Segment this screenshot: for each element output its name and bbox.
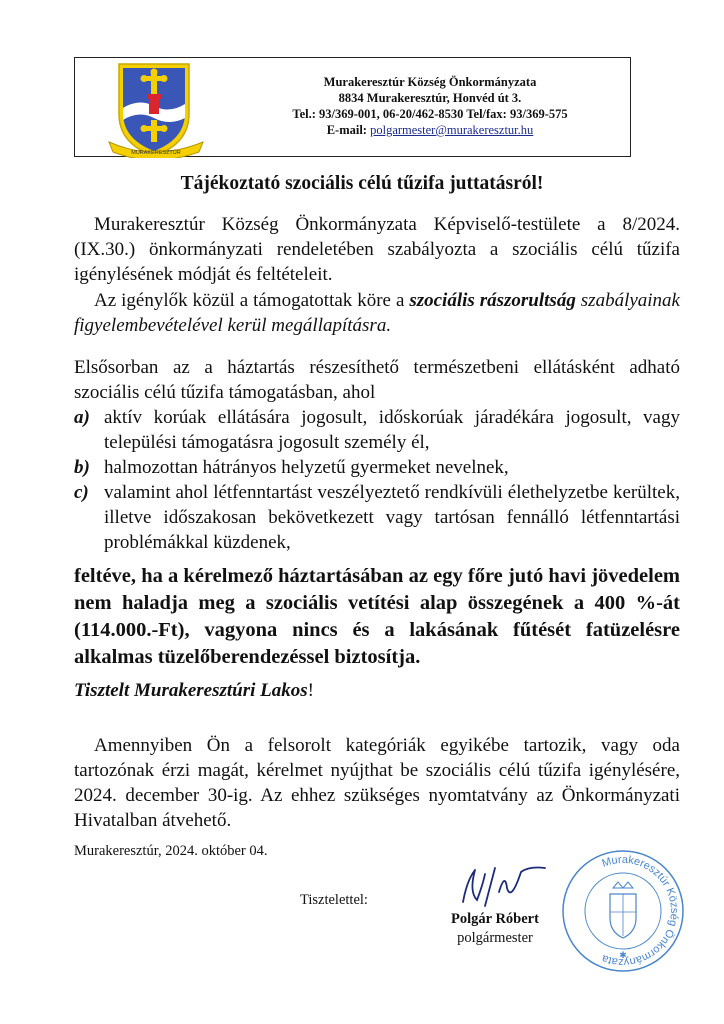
org-name: Murakeresztúr Község Önkormányzata: [323, 75, 537, 89]
application-paragraph: [74, 733, 680, 833]
eligibility-emphasis: szociális rászorultság: [409, 290, 576, 311]
criteria-intro: Elsősorban az a háztartás részesíthető természetbeni ellátásként adható szociális célú tűzifa támogatásban, ahol: [74, 357, 680, 403]
salutation: [74, 680, 314, 702]
org-address: 8834 Murakeresztúr, Honvéd út 3.: [338, 91, 522, 105]
handwritten-signature: [455, 862, 555, 917]
list-item-marker: c): [74, 482, 89, 503]
closing-text: Tisztelettel:: [300, 892, 368, 908]
crest-caption: MURAKERESZTÚR: [131, 150, 181, 156]
list-item-text: valamint ahol létfenntartást veszélyeztető rendkívüli élethelyzetbe kerültek, illetve időszakosan bekövetkezett vagy tartósan fennálló létfenntartási problémákkal küzdenek,: [104, 482, 680, 553]
page-title: Tájékoztató szociális célú tűzifa juttatásról!: [180, 173, 544, 194]
email-label: E-mail:: [326, 123, 367, 137]
signer-name: Polgár Róbert: [451, 911, 539, 927]
official-stamp: [558, 846, 688, 981]
letterhead-text: [245, 74, 615, 138]
list-item: [74, 455, 680, 480]
salutation-punct: !: [307, 680, 314, 701]
letterhead-box: [74, 57, 631, 157]
list-item-marker: b): [74, 457, 90, 478]
signer-title: polgármester: [457, 930, 533, 946]
municipal-crest-logo: [107, 58, 207, 163]
criteria-list: [74, 405, 680, 555]
list-item: [74, 405, 680, 455]
intro-text: Murakeresztúr Község Önkormányzata Képviselő-testülete a 8/2024.(IX.30.) önkormányzati rendeletében szabályozta a szociális célú tűzifa igénylésének módját és feltételeit.: [74, 214, 680, 285]
signer-block: [440, 910, 550, 948]
intro-paragraph: [74, 212, 680, 287]
date-line: Murakeresztúr, 2024. október 04.: [74, 843, 268, 859]
svg-text:✱: ✱: [619, 950, 627, 960]
list-item-marker: a): [74, 407, 90, 428]
org-phone: Tel.: 93/369-001, 06-20/462-8530 Tel/fax: 93/369-575: [292, 107, 568, 121]
list-item: [74, 480, 680, 555]
org-email-line: [245, 122, 615, 138]
eligibility-paragraph: [74, 288, 680, 338]
eligibility-tail: szabályainak figyelembevételével kerül megállapításra.: [74, 290, 680, 336]
email-link[interactable]: polgarmester@murakeresztur.hu: [370, 123, 534, 137]
eligibility-lead: Az igénylők közül a támogatottak köre a: [94, 290, 410, 311]
list-item-text: halmozottan hátrányos helyzetű gyermeket nevelnek,: [104, 457, 509, 478]
application-text: Amennyiben Ön a felsorolt kategóriák egyikébe tartozik, vagy oda tartozónak érzi magát, kérelmet nyújthat be szociális célú tűzifa igénylésére, 2024. december 30-ig. Az ehhez szükséges nyomtatvány az Önkormányzati Hivatalban átvehető.: [74, 735, 680, 831]
stamp-text: Murakeresztúr Község Önkormányzata: [600, 853, 681, 969]
salutation-text: Tisztelt Murakeresztúri Lakos: [74, 680, 308, 701]
income-condition: feltéve, ha a kérelmező háztartásában az egy főre jutó havi jövedelem nem haladja meg a szociális vetítési alap összegének a 400 %-át (114.000.-Ft), vagyona nincs és a lakásának fűtését fatüzelésre alkalmas tüzelőberendezéssel biztosítja.: [74, 565, 680, 668]
list-item-text: aktív korúak ellátására jogosult, időskorúak járadékára jogosult, vagy települési támogatásra jogosult személy él,: [104, 407, 680, 453]
